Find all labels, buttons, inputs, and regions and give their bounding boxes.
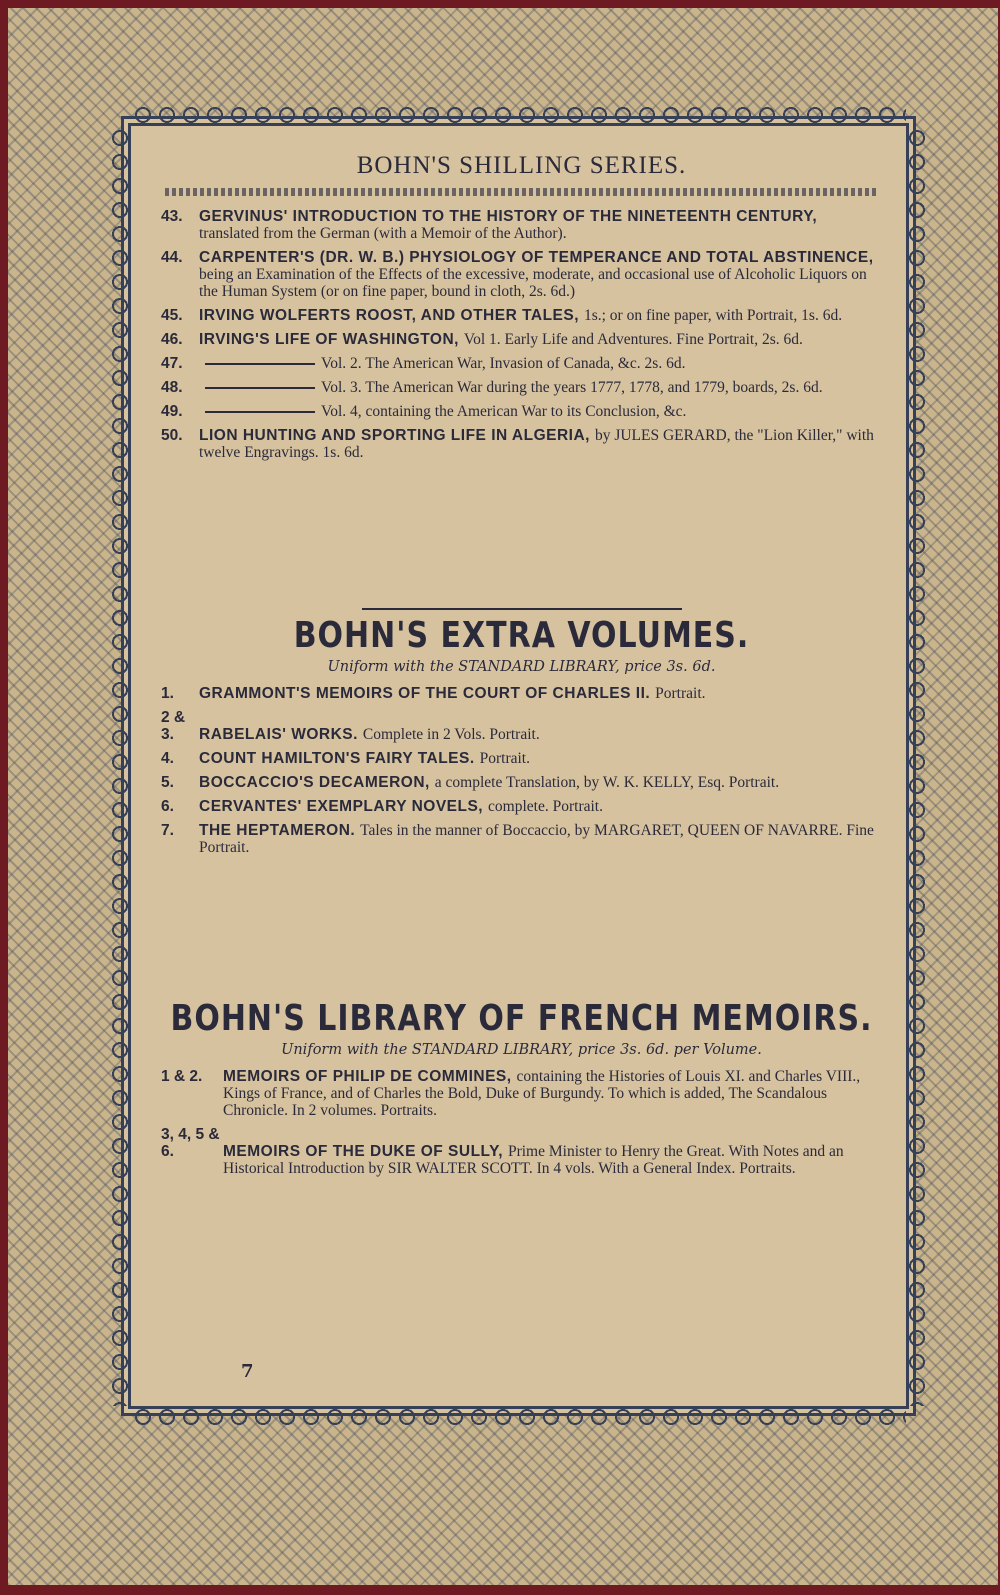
list-item: 46. IRVING'S LIFE OF WASHINGTON, Vol 1. Early Life and Adventures. Fine Portrait, 2s. 6d. <box>161 331 803 348</box>
ornamental-panel <box>121 116 916 1416</box>
page-signature-mark: 7 <box>241 1361 254 1382</box>
list-item: 48. Vol. 3. The American War during the years 1777, 1778, and 1779, boards, 2s. 6d. <box>161 379 823 396</box>
page-content <box>161 146 882 1184</box>
list-item: 1 & 2. MEMOIRS OF PHILIP DE COMMINES, containing the Histories of Louis XI. and Charles VIII., Kings of France, and of Charles the Bold, Duke of Burgundy. To which is added, The Scandalous Chronicle. In 2 volumes. Portraits. <box>161 1068 861 1119</box>
list-item: 49. Vol. 4, containing the American War to its Conclusion, &c. <box>161 403 687 420</box>
list-item: 4. COUNT HAMILTON'S FAIRY TALES. Portrait. <box>161 750 530 767</box>
list-item: 6. CERVANTES' EXEMPLARY NOVELS, complete. Portrait. <box>161 798 603 815</box>
french-list <box>161 1068 882 1177</box>
extra-volumes-heading: BOHN'S EXTRA VOLUMES. <box>293 614 750 657</box>
list-item: 43. GERVINUS' INTRODUCTION TO THE HISTORY OF THE NINETEENTH CENTURY, translated from the German (with a Memoir of the Author). <box>161 208 818 242</box>
extra-volumes-subtitle: Uniform with the STANDARD LIBRARY, price 3s. 6d. <box>327 659 716 675</box>
list-item: 50. LION HUNTING AND SPORTING LIFE IN ALGERIA, by JULES GERARD, the "Lion Killer," with twelve Engravings. 1s. 6d. <box>161 427 874 461</box>
list-item: 1. GRAMMONT'S MEMOIRS OF THE COURT OF CHARLES II. Portrait. <box>161 685 706 702</box>
wavy-rule <box>165 188 878 196</box>
list-item: 47. Vol. 2. The American War, Invasion of Canada, &c. 2s. 6d. <box>161 355 686 372</box>
shilling-series-heading: BOHN'S SHILLING SERIES. <box>356 152 687 179</box>
french-memoirs-subtitle: Uniform with the STANDARD LIBRARY, price 3s. 6d. per Volume. <box>281 1042 762 1058</box>
list-item: 7. THE HEPTAMERON. Tales in the manner of Boccaccio, by MARGARET, QUEEN OF NAVARRE. Fine Portrait. <box>161 822 874 856</box>
chain-border-top <box>131 104 906 126</box>
extra-list <box>161 685 882 856</box>
page <box>8 8 998 1585</box>
chain-border-right <box>906 126 928 1406</box>
section-divider <box>362 608 682 610</box>
french-memoirs-heading: BOHN'S LIBRARY OF FRENCH MEMOIRS. <box>170 997 873 1040</box>
list-item: 3, 4, 5 & 6. MEMOIRS OF THE DUKE OF SULLY, Prime Minister to Henry the Great. With Notes and an Historical Introduction by SIR WALTER SCOTT. In 4 vols. With a General Index. Portraits. <box>161 1126 844 1177</box>
chain-border-left <box>109 126 131 1406</box>
shilling-list <box>161 208 882 461</box>
list-item: 44. CARPENTER'S (DR. W. B.) PHYSIOLOGY OF TEMPERANCE AND TOTAL ABSTINENCE, being an Examination of the Effects of the excessive, moderate, and occasional use of Alcoholic Liquors on the Human System (or on fine paper, bound in cloth, 2s. 6d.) <box>161 249 874 300</box>
chain-border-bottom <box>131 1406 906 1428</box>
list-item: 45. IRVING WOLFERTS ROOST, AND OTHER TALES, 1s.; or on fine paper, with Portrait, 1s. 6d. <box>161 307 843 324</box>
list-item: 5. BOCCACCIO'S DECAMERON, a complete Translation, by W. K. KELLY, Esq. Portrait. <box>161 774 780 791</box>
list-item: 2 & 3. RABELAIS' WORKS. Complete in 2 Vols. Portrait. <box>161 709 540 743</box>
